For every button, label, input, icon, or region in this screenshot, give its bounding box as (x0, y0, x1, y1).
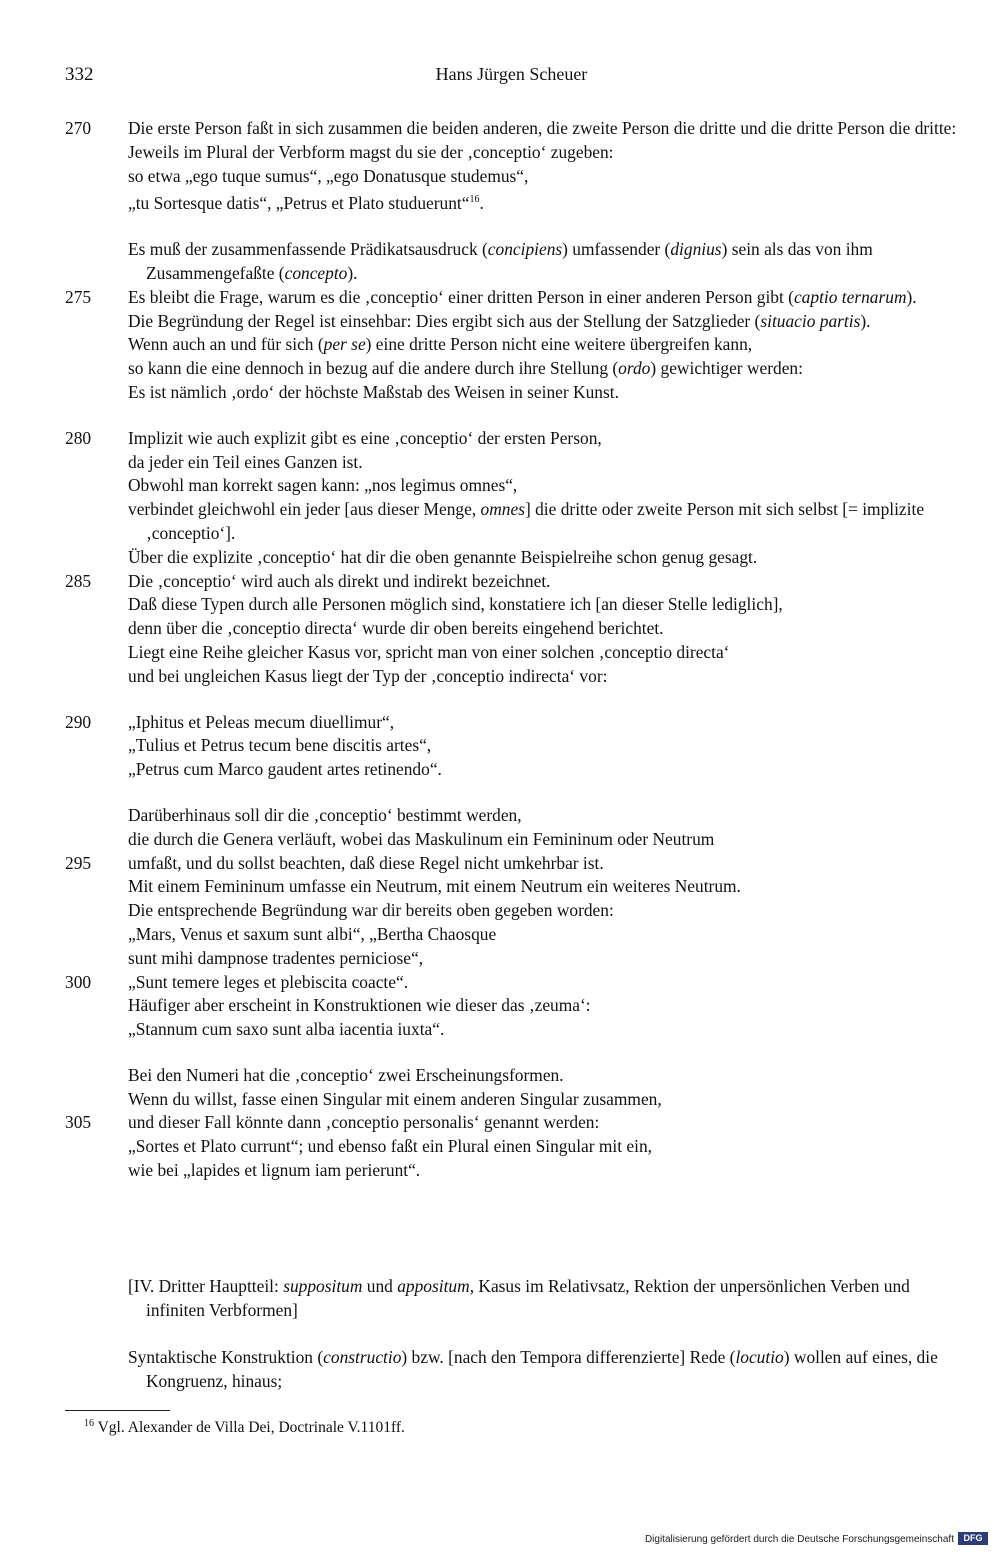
text-line (0, 971, 958, 995)
text-line (0, 593, 958, 617)
text-line (0, 238, 958, 286)
text-line (0, 1088, 958, 1112)
line-number: 300 (65, 971, 92, 992)
text-line (0, 1135, 958, 1159)
line-text: die durch die Genera verläuft, wobei das Maskulinum ein Femininum oder Neutrum (128, 828, 715, 849)
line-number: 305 (65, 1112, 92, 1133)
stanza (0, 427, 1000, 689)
text-line (0, 852, 958, 876)
text-line (0, 286, 958, 310)
text-line (0, 498, 958, 546)
text-line (0, 188, 958, 216)
text-line (0, 333, 958, 357)
line-text: Wenn du willst, fasse einen Singular mit einem anderen Singular zusammen, (128, 1088, 662, 1109)
digitization-credit: Digitalisierung gefördert durch die Deutsche Forschungsgemeinschaft (644, 1534, 954, 1545)
line-text: „Iphitus et Peleas mecum diuellimur“, (128, 711, 395, 732)
text-line (0, 1159, 958, 1183)
text-line (0, 165, 958, 189)
text-line (0, 734, 958, 758)
stanza (0, 238, 1000, 405)
line-text: denn über die ‚conceptio directa‘ wurde dir oben bereits eingehend berichtet. (128, 618, 664, 639)
line-text: Daß diese Typen durch alle Personen möglich sind, konstatiere ich [an dieser Stelle lediglich], (128, 594, 783, 615)
text-line (0, 310, 958, 334)
footnote (84, 1418, 405, 1437)
line-text: umfaßt, und du sollst beachten, daß diese Regel nicht umkehrbar ist. (128, 852, 604, 873)
text-line (0, 947, 958, 971)
dfg-logo: DFG (958, 1532, 988, 1545)
text-line (0, 357, 958, 381)
line-number: 275 (65, 286, 92, 307)
line-text: verbindet gleichwohl ein jeder [aus dieser Menge, omnes] die dritte oder zweite Person mit sich selbst [= implizite ‚conceptio‘]. (128, 499, 925, 543)
line-text: „Mars, Venus et saxum sunt albi“, „Bertha Chaosque (128, 923, 497, 944)
line-text: da jeder ein Teil eines Ganzen ist. (128, 451, 363, 472)
line-text: Über die explizite ‚conceptio‘ hat dir die oben genannte Beispielreihe schon genug gesagt. (128, 546, 758, 567)
line-number: 280 (65, 427, 92, 448)
line-text: Darüberhinaus soll dir die ‚conceptio‘ bestimmt werden, (128, 804, 522, 825)
line-text: sunt mihi dampnose tradentes perniciose“, (128, 947, 424, 968)
text-line (0, 758, 958, 782)
text-line (0, 1064, 958, 1088)
text-line (0, 451, 958, 475)
text-line (0, 665, 958, 689)
footnote-marker: 16 (84, 1418, 94, 1429)
line-text: so kann die eine dennoch in bezug auf die andere durch ihre Stellung (ordo) gewichtiger werden: (128, 358, 803, 379)
line-text: Die Begründung der Regel ist einsehbar: Dies ergibt sich aus der Stellung der Satzglieder (situacio partis). (128, 310, 871, 331)
line-text: Wenn auch an und für sich (per se) eine dritte Person nicht eine weitere übergreifen kann, (128, 334, 753, 355)
main-text (0, 117, 1000, 1205)
text-line (0, 381, 958, 405)
stanza (0, 1064, 1000, 1183)
stanza (0, 804, 1000, 1042)
text-line (0, 641, 958, 665)
line-text: „Tulius et Petrus tecum bene discitis artes“, (128, 735, 432, 756)
text-line (0, 570, 958, 594)
section-heading (128, 1275, 958, 1323)
running-head: Hans Jürgen Scheuer (435, 64, 588, 84)
line-text: so etwa „ego tuque sumus“, „ego Donatusque studemus“, (128, 165, 529, 186)
text-line (0, 923, 958, 947)
line-text: Jeweils im Plural der Verbform magst du sie der ‚conceptio‘ zugeben: (128, 141, 614, 162)
text-line (0, 994, 958, 1018)
line-text: „tu Sortesque datis“, „Petrus et Plato studuerunt“$^{16}$. (128, 193, 484, 214)
text-line (0, 546, 958, 570)
line-text: „Sortes et Plato currunt“; und ebenso faßt ein Plural einen Singular mit ein, (128, 1136, 653, 1157)
line-text: „Sunt temere leges et plebiscita coacte“. (128, 971, 409, 992)
line-number: 295 (65, 852, 92, 873)
text-line (0, 141, 958, 165)
line-number: 290 (65, 711, 92, 732)
line-text: und dieser Fall könnte dann ‚conceptio personalis‘ genannt werden: (128, 1112, 600, 1133)
stanza (0, 711, 1000, 782)
line-text: Es bleibt die Frage, warum es die ‚conceptio‘ einer dritten Person in einer anderen Person gibt (captio ternarum). (128, 286, 917, 307)
line-text: Liegt eine Reihe gleicher Kasus vor, spricht man von einer solchen ‚conceptio directa‘ (128, 641, 730, 662)
line-number: 285 (65, 570, 92, 591)
text-line (0, 828, 958, 852)
line-text: „Stannum cum saxo sunt alba iacentia iuxta“. (128, 1019, 445, 1040)
text-line (0, 117, 958, 141)
line-text: „Petrus cum Marco gaudent artes retinendo“. (128, 759, 442, 780)
line-text: und bei ungleichen Kasus liegt der Typ der ‚conceptio indirecta‘ vor: (128, 665, 608, 686)
line-text: wie bei „lapides et lignum iam perierunt“. (128, 1160, 421, 1181)
line-text: Häufiger aber erscheint in Konstruktionen wie dieser das ‚zeuma‘: (128, 995, 591, 1016)
footnote-rule (65, 1410, 170, 1411)
text-line (0, 804, 958, 828)
text-line (0, 617, 958, 641)
line-text: Die entsprechende Begründung war dir bereits oben gegeben worden: (128, 900, 614, 921)
text-line (0, 899, 958, 923)
closing-paragraph-text: Syntaktische Konstruktion (constructio) bzw. [nach den Tempora differenzierte] Rede (locutio) wollen auf eines, die Kongruenz, hinaus; (128, 1347, 938, 1391)
line-text: Es ist nämlich ‚ordo‘ der höchste Maßstab des Weisen in seiner Kunst. (128, 381, 619, 402)
page-header (65, 64, 958, 90)
line-text: Es muß der zusammenfassende Prädikatsausdruck (concipiens) umfassender (dignius) sein als das von ihm Zusammengefaßte (concepto). (128, 239, 873, 283)
line-text: Die ‚conceptio‘ wird auch als direkt und indirekt bezeichnet. (128, 570, 551, 591)
line-text: Obwohl man korrekt sagen kann: „nos legimus omnes“, (128, 475, 518, 496)
text-line (0, 427, 958, 451)
line-text: Mit einem Femininum umfasse ein Neutrum, mit einem Neutrum ein weiteres Neutrum. (128, 876, 741, 897)
line-text: Bei den Numeri hat die ‚conceptio‘ zwei Erscheinungsformen. (128, 1064, 564, 1085)
text-line (0, 474, 958, 498)
text-line (0, 711, 958, 735)
text-line (0, 1111, 958, 1135)
line-text: Die erste Person faßt in sich zusammen die beiden anderen, die zweite Person die dritte und die dritte Person die dritte: (128, 118, 957, 138)
line-text: Implizit wie auch explizit gibt es eine ‚conceptio‘ der ersten Person, (128, 427, 602, 448)
stanza (0, 117, 1000, 216)
text-line (0, 875, 958, 899)
page-number: 332 (65, 64, 94, 85)
section-heading-text: [IV. Dritter Hauptteil: suppositum und appositum, Kasus im Relativsatz, Rektion der unpersönlichen Verben und infiniten Verbformen] (128, 1276, 910, 1320)
line-number: 270 (65, 118, 92, 138)
footnote-text: Vgl. Alexander de Villa Dei, Doctrinale V.1101ff. (97, 1419, 405, 1436)
text-line (0, 1018, 958, 1042)
closing-paragraph (128, 1346, 958, 1394)
